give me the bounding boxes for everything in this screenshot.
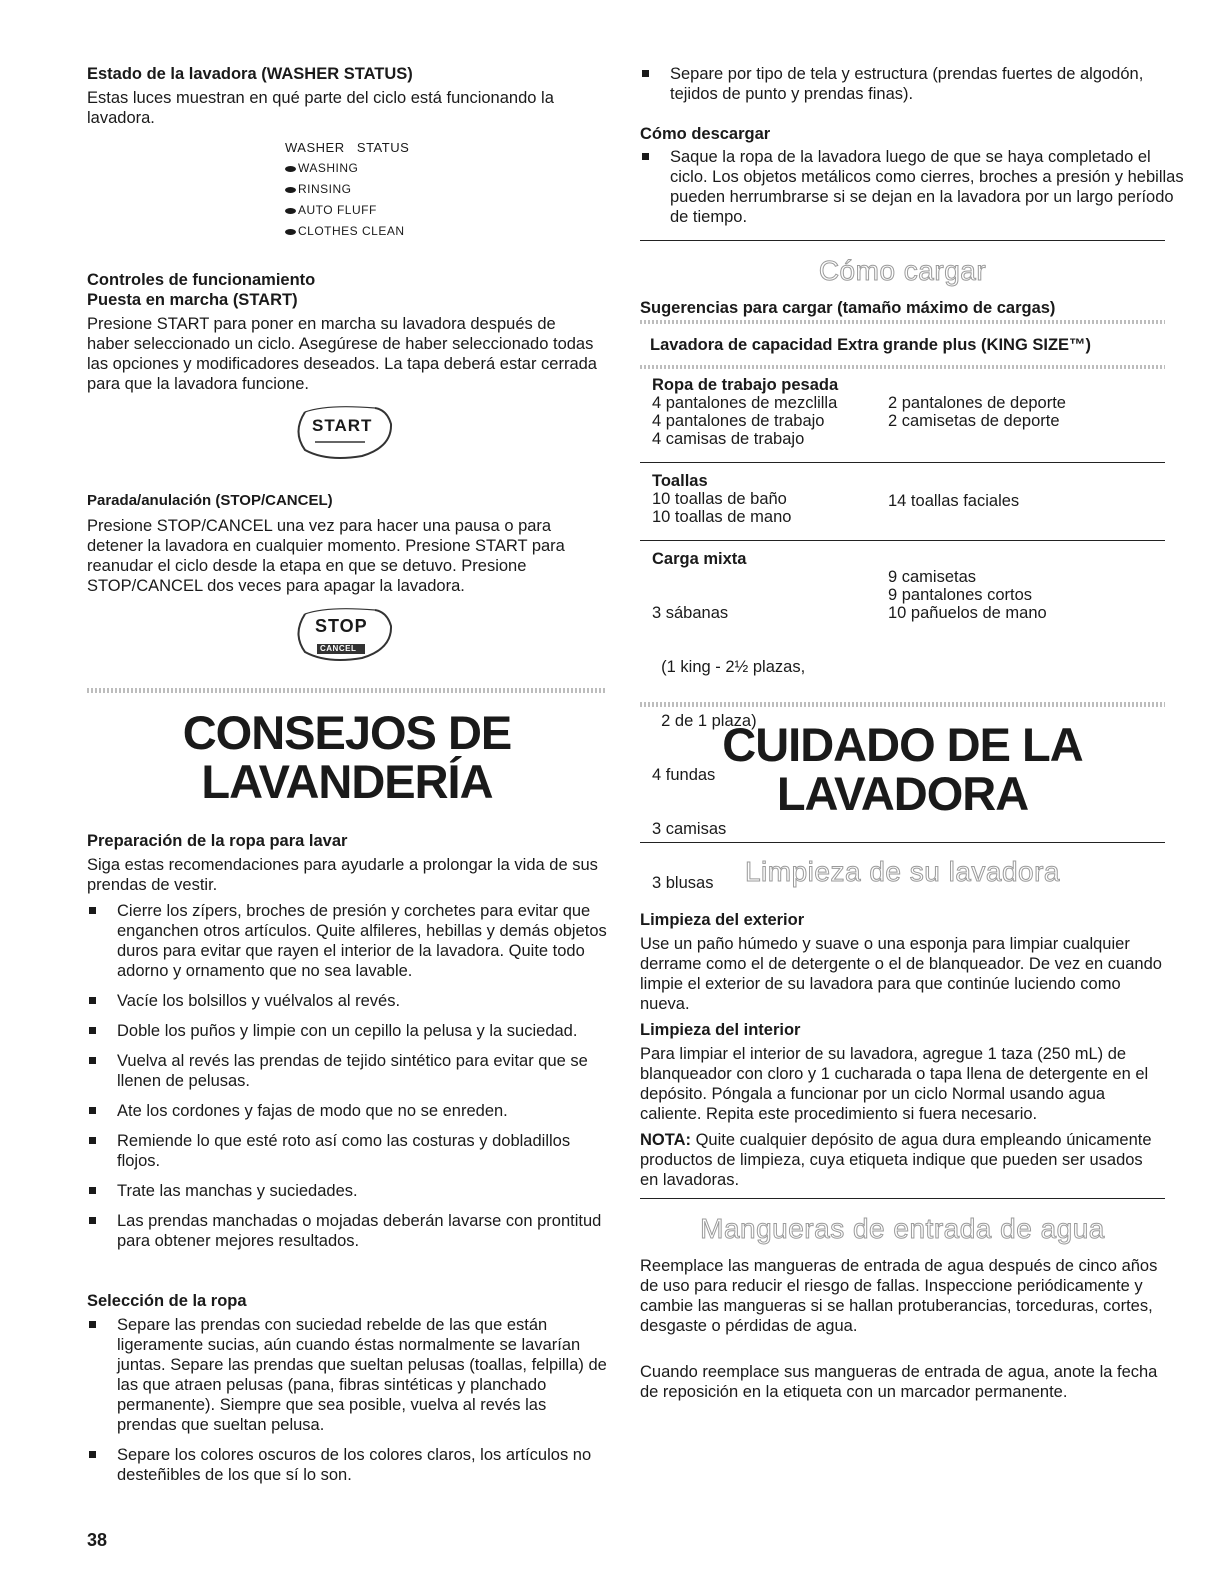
washer-status-panel bbox=[285, 137, 409, 242]
start-text: Presione START para poner en marcha su lavadora después de haber seleccionado un ciclo. Asegúrese de haber seleccionado todas las opciones y modificadores deseados. La tapa deberá estar cerrada para que la lavadora funcione. bbox=[87, 315, 597, 393]
indicator-dot-icon bbox=[285, 229, 296, 235]
load-group-towels: Toallas 10 toallas de baño 10 toallas de mano 14 toallas faciales bbox=[652, 472, 1020, 526]
list-item: Trate las manchas y suciedades. bbox=[87, 1181, 607, 1201]
section-divider-hatch bbox=[640, 320, 1165, 324]
ext-heading: Limpieza del exterior bbox=[640, 911, 805, 929]
section-divider-hatch bbox=[640, 365, 1165, 369]
list-item: Remiende lo que esté roto así como las costuras y dobladillos flojos. bbox=[87, 1131, 607, 1171]
start-button-icon: START bbox=[287, 402, 399, 464]
washer-status-heading: Estado de la lavadora (WASHER STATUS) bbox=[87, 65, 413, 83]
status-light-rinsing: RINSING bbox=[285, 179, 409, 200]
hoses-text-1: Reemplace las mangueras de entrada de agua después de cinco años de uso para reducir el riesgo de fallas. Inspeccione periódicamente y cambie las mangueras si se hallan protuberancias, torceduras, cortes, desgaste o pérdidas de agua. bbox=[640, 1257, 1158, 1335]
select-heading: Selección de la ropa bbox=[87, 1292, 247, 1310]
int-heading: Limpieza del interior bbox=[640, 1021, 801, 1039]
load-group-mixed: Carga mixta 3 sábanas (1 king - 2½ plazas, 2 de 1 plaza) 4 fundas 3 camisas 3 blusas 9 camisetas 9 pantalones cortos 10 pañuelos de mano bbox=[652, 550, 1047, 892]
hoses-section-title: Mangueras de entrada de agua bbox=[700, 1213, 1105, 1244]
status-light-auto-fluff: AUTO FLUFF bbox=[285, 200, 409, 221]
load-group-heavy: Ropa de trabajo pesada 4 pantalones de mezclilla 4 pantalones de trabajo 4 camisas de trabajo 2 pantalones de deporte 2 camisetas de deporte bbox=[652, 376, 1066, 448]
section-divider-hatch bbox=[87, 688, 607, 693]
prep-heading: Preparación de la ropa para lavar bbox=[87, 832, 348, 850]
table-divider bbox=[640, 540, 1165, 541]
list-item: Vuelva al revés las prendas de tejido sintético para evitar que se llenen de pelusas. bbox=[87, 1051, 607, 1091]
list-item: Saque la ropa de la lavadora luego de que se haya completado el ciclo. Los objetos metálicos como cierres, broches a presión y hebillas pueden herrumbrarse si se dejan en la lavadora por un largo período de tiempo. bbox=[640, 147, 1190, 227]
capacity-heading: Lavadora de capacidad Extra grande plus (KING SIZE™) bbox=[650, 336, 1092, 354]
table-divider bbox=[640, 462, 1165, 463]
page-number: 38 bbox=[87, 1530, 108, 1550]
prep-text: Siga estas recomendaciones para ayudarle a prolongar la vida de sus prendas de vestir. bbox=[87, 856, 598, 894]
cleaning-section-title: Limpieza de su lavadora bbox=[744, 856, 1060, 887]
list-item: Las prendas manchadas o mojadas deberán lavarse con prontitud para obtener mejores resultados. bbox=[87, 1211, 607, 1251]
section-divider bbox=[640, 240, 1165, 241]
select-bullet-list bbox=[87, 1315, 607, 1485]
nota-text: NOTA: Quite cualquier depósito de agua dura empleando únicamente productos de limpieza, cuya etiqueta indique que pueden ser usados en lavadoras. bbox=[640, 1131, 1152, 1189]
load-section-title: Cómo cargar bbox=[818, 255, 987, 286]
prep-bullet-list bbox=[87, 901, 607, 1251]
list-item: Cierre los zípers, broches de presión y corchetes para evitar que enganchen otros artículos. Quite alfileres, hebillas y demás objetos duros para evitar que rayen el interior de la lavadora. Quite todo adorno y ornamento que no sea lavable. bbox=[87, 901, 607, 981]
int-text: Para limpiar el interior de su lavadora, agregue 1 taza (250 mL) de blanqueador con cloro y 1 cucharada o tapa llena de detergente en el depósito. Póngala a funcionar por un ciclo Normal usando agua caliente. Repita este procedimiento si fuera necesario. bbox=[640, 1045, 1149, 1123]
hoses-text-2: Cuando reemplace sus mangueras de entrada de agua, anote la fecha de reposición en la etiqueta con un marcador permanente. bbox=[640, 1363, 1158, 1401]
consejos-title: CONSEJOS DE LAVANDERÍA bbox=[182, 706, 512, 808]
indicator-dot-icon bbox=[285, 208, 296, 214]
unload-heading: Cómo descargar bbox=[640, 125, 771, 143]
cuidado-title: CUIDADO DE LA LAVADORA bbox=[722, 718, 1083, 820]
list-item: Vacíe los bolsillos y vuélvalos al revés. bbox=[87, 991, 607, 1011]
list-item: Doble los puños y limpie con un cepillo la pelusa y la suciedad. bbox=[87, 1021, 607, 1041]
status-light-washing: WASHING bbox=[285, 158, 409, 179]
load-suggest-heading: Sugerencias para cargar (tamaño máximo de cargas) bbox=[640, 299, 1056, 317]
section-divider bbox=[640, 842, 1165, 843]
washer-status-text: Estas luces muestran en qué parte del ciclo está funcionando la lavadora. bbox=[87, 89, 554, 127]
list-item: Ate los cordones y fajas de modo que no se enreden. bbox=[87, 1101, 607, 1121]
stop-text: Presione STOP/CANCEL una vez para hacer una pausa o para detener la lavadora en cualquier momento. Presione START para reanudar el ciclo desde la etapa en que se detuvo. Presione STOP/CANCEL dos veces para apagar la lavadora. bbox=[87, 517, 565, 595]
list-item: Separe por tipo de tela y estructura (prendas fuertes de algodón, tejidos de punto y prendas finas). bbox=[640, 64, 1190, 104]
indicator-dot-icon bbox=[285, 166, 296, 172]
ext-text: Use un paño húmedo y suave o una esponja para limpiar cualquier derrame como el de detergente o el de blanqueador. De vez en cuando limpie el exterior de su lavadora para que continúe luciendo como nueva. bbox=[640, 935, 1162, 1013]
list-item: Separe las prendas con suciedad rebelde de las que están ligeramente sucias, aún cuando éstas normalmente se lavarían juntas. Separe las prendas que sueltan pelusas (toallas, felpilla) de las que atraen pelusas (pana, fibras sintéticas y planchado permanente). Siempre que sea posible, vuelva al revés las prendas que sueltan pelusa. bbox=[87, 1315, 607, 1435]
section-divider-hatch bbox=[640, 702, 1165, 707]
stop-heading: Parada/anulación (STOP/CANCEL) bbox=[87, 492, 333, 509]
start-heading: Puesta en marcha (START) bbox=[87, 291, 298, 309]
controls-heading: Controles de funcionamiento bbox=[87, 271, 316, 289]
status-light-clothes-clean: CLOTHES CLEAN bbox=[285, 221, 409, 242]
indicator-dot-icon bbox=[285, 187, 296, 193]
status-panel-title: WASHER STATUS bbox=[285, 140, 410, 155]
section-divider bbox=[640, 1198, 1165, 1199]
stop-cancel-button-icon: STOP CANCEL bbox=[287, 604, 399, 666]
list-item: Separe los colores oscuros de los colores claros, los artículos no desteñibles de los que sí lo son. bbox=[87, 1445, 607, 1485]
